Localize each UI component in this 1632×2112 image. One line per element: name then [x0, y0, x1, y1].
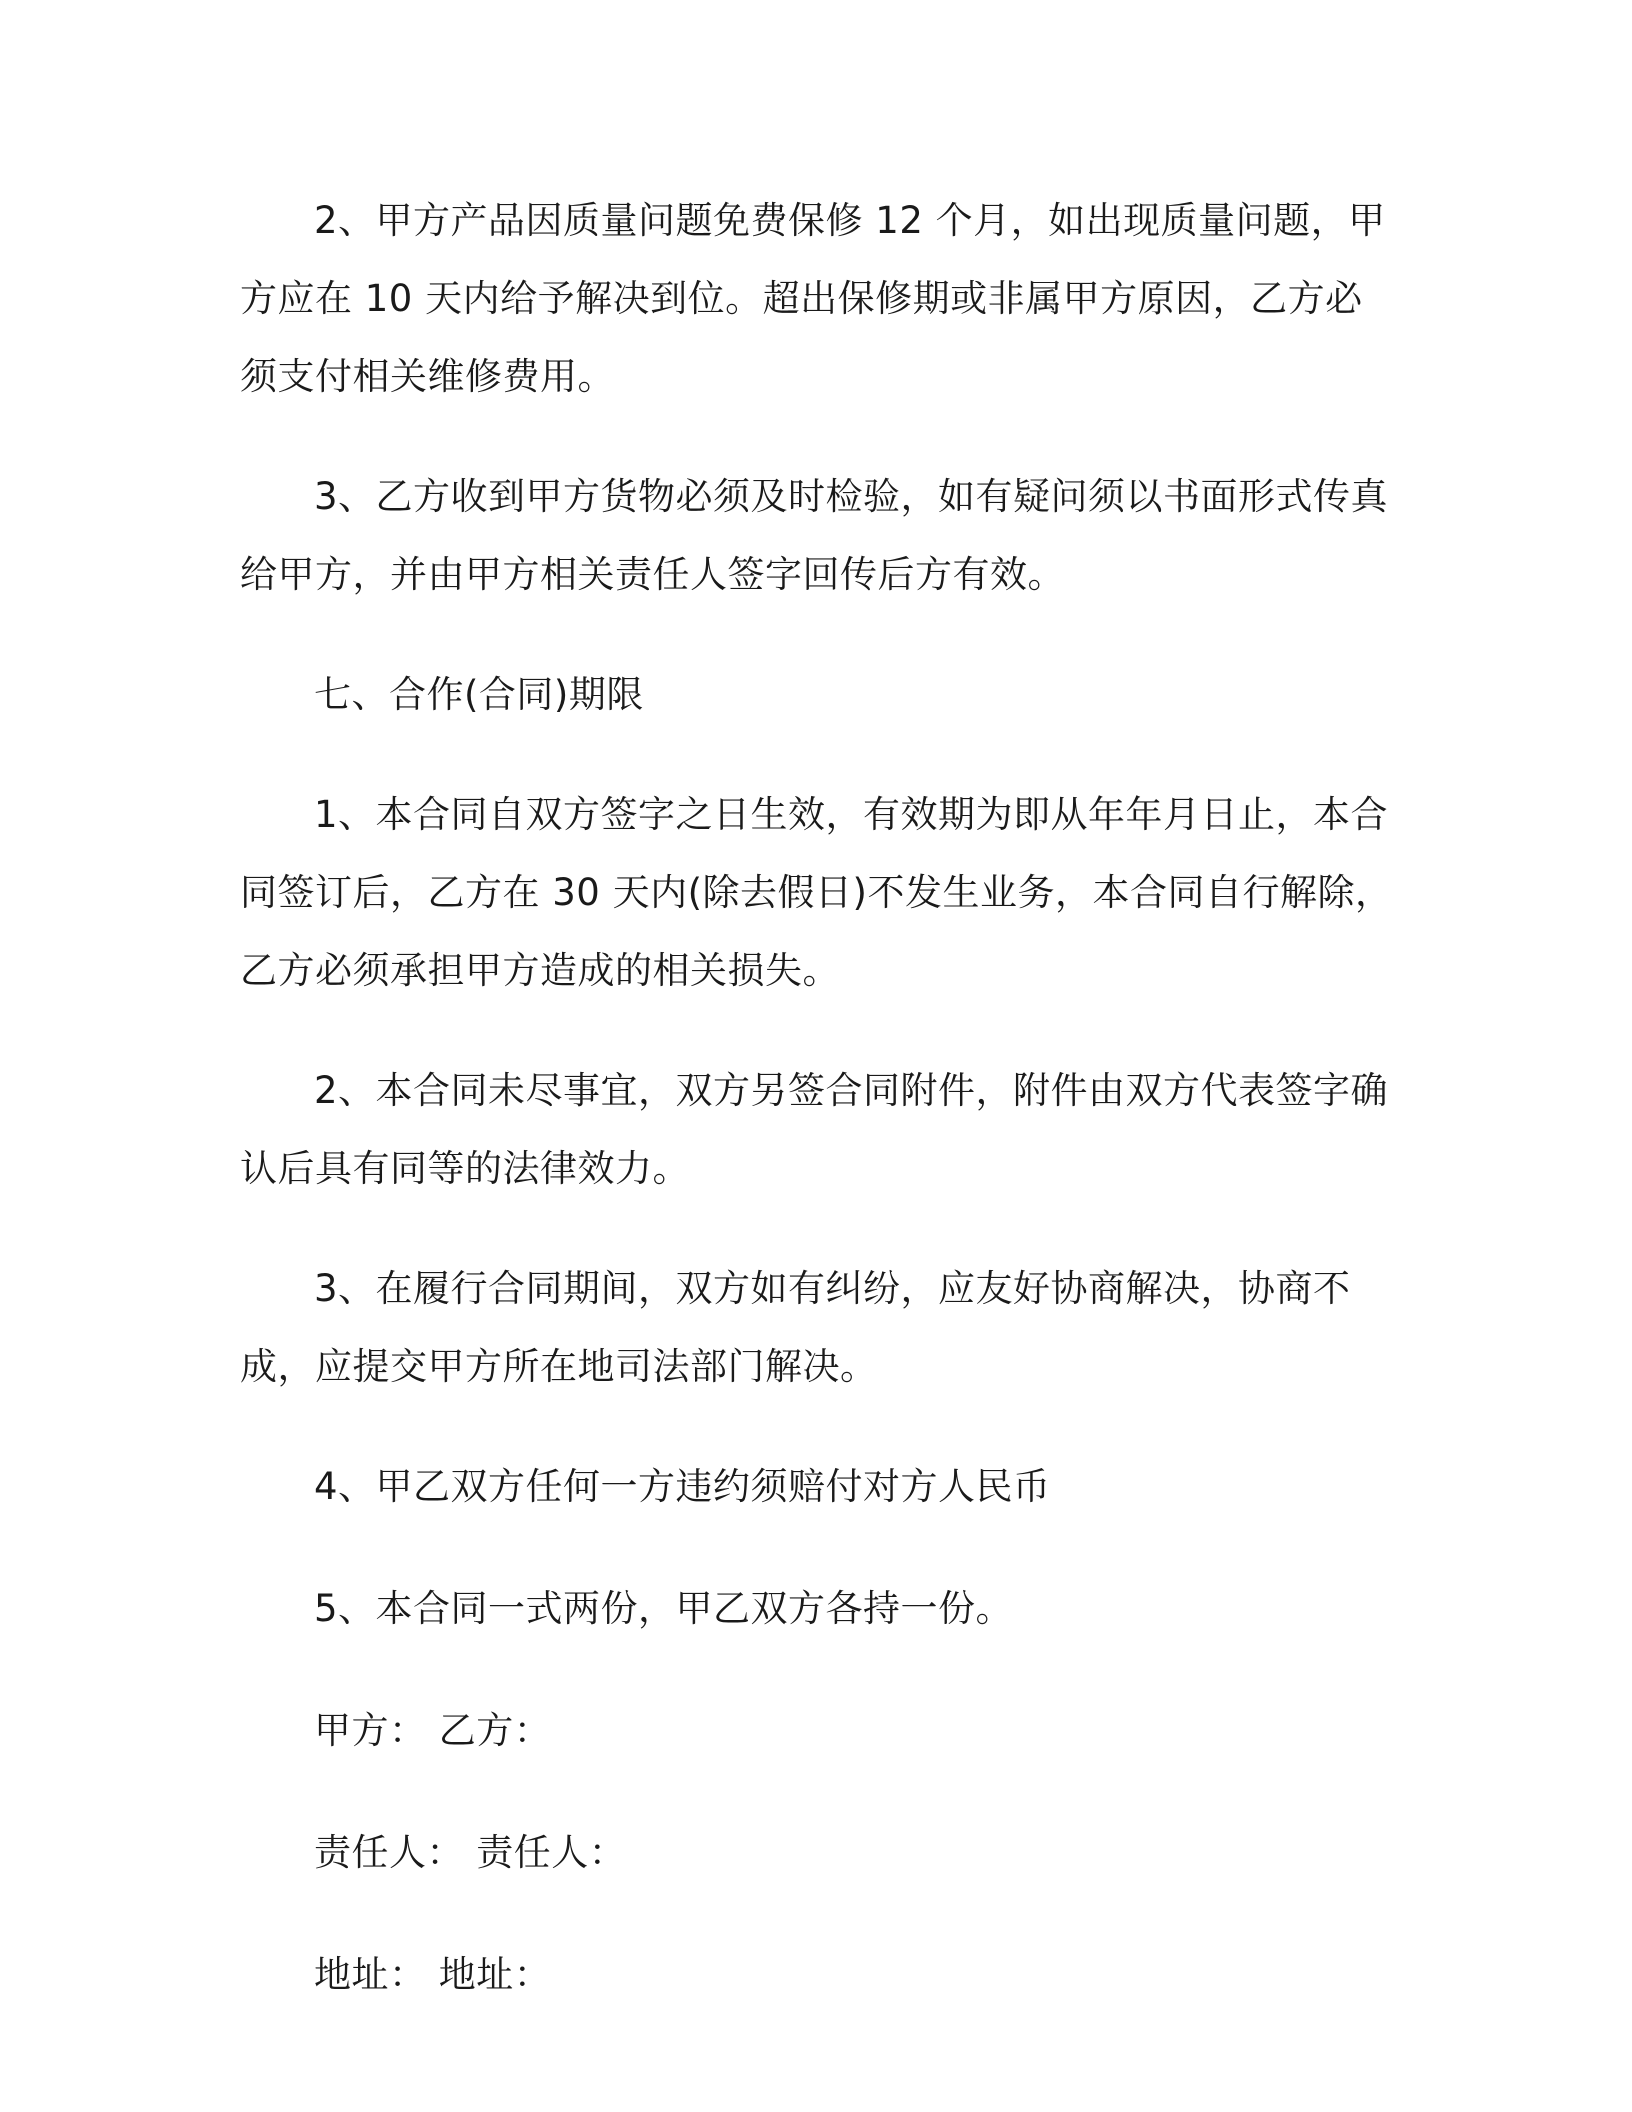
section-heading-term: 七、合作(合同)期限 [314, 673, 644, 716]
signature-responsible-line: 责任人： 责任人： [314, 1831, 627, 1874]
clause-breach: 4、甲乙双方任何一方违约须赔付对方人民币 [314, 1465, 1051, 1508]
clause-validity: 1、本合同自双方签字之日生效，有效期为即从年年月日止，本合同签订后，乙方在 30 天内(除去假日)不发生业务，本合同自行解除，乙方必须承担甲方造成的相关损失。 [240, 793, 1393, 992]
signature-party-line: 甲方： 乙方： [314, 1709, 552, 1752]
clause-inspection: 3、乙方收到甲方货物必须及时检验，如有疑问须以书面形式传真给甲方，并由甲方相关责任人签字回传后方有效。 [240, 475, 1389, 596]
clause-warranty: 2、甲方产品因质量问题免费保修 12 个月，如出现质量问题，甲方应在 10 天内给予解决到位。超出保修期或非属甲方原因，乙方必须支付相关维修费用。 [240, 199, 1386, 398]
signature-address-line: 地址： 地址： [314, 1953, 552, 1996]
clause-dispute: 3、在履行合同期间，双方如有纠纷，应友好协商解决，协商不成，应提交甲方所在地司法部门解决。 [240, 1267, 1351, 1388]
clause-copies: 5、本合同一式两份，甲乙双方各持一份。 [314, 1587, 1014, 1630]
contract-body [240, 182, 1400, 2014]
clause-appendix: 2、本合同未尽事宜，双方另签合同附件，附件由双方代表签字确认后具有同等的法律效力。 [240, 1069, 1389, 1190]
